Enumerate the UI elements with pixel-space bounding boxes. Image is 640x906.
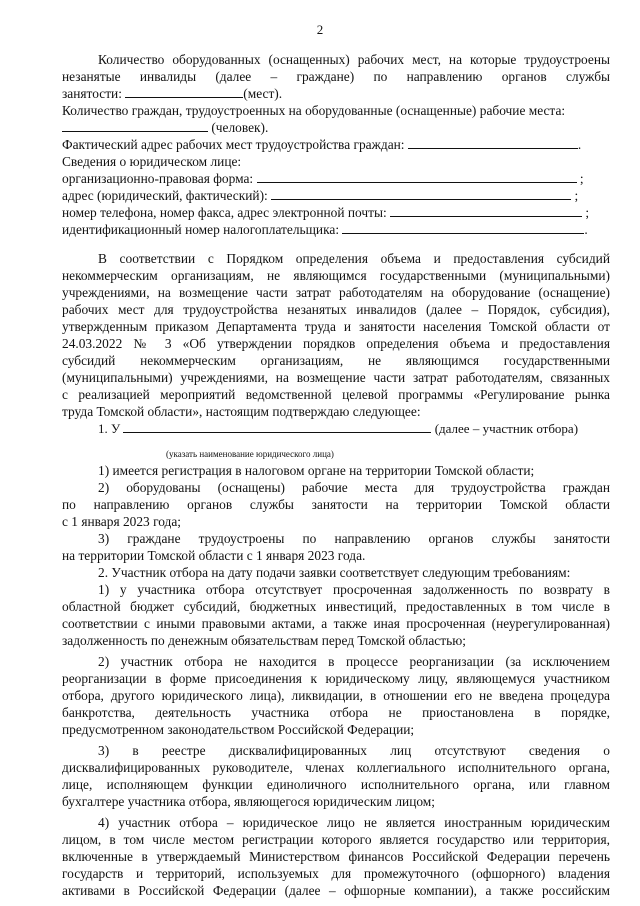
text-line: организационно-правовая форма: ;	[62, 171, 584, 186]
text-line: 2) оборудованы (оснащены) рабочие места для трудоустройства граждан	[98, 480, 610, 495]
text-line: Количество граждан, трудоустроенных на оборудованные (оснащенные) рабочие места:	[62, 103, 566, 118]
text-line: областной бюджет субсидий, бюджетных инвестиций, предоставленных в том числе в	[62, 599, 610, 614]
text-line: номер телефона, номер факса, адрес электронной почты: ;	[62, 205, 590, 220]
text-line: 3) в реестре дисквалифицированных лиц отсутствуют сведения о	[98, 743, 610, 758]
text-line: банкротства, деятельность участника отбора не приостановлена в порядке,	[62, 705, 610, 720]
text-line: Количество оборудованных (оснащенных) рабочих мест, на которые трудоустроены	[98, 52, 610, 67]
text-line: на территории Томской области с 1 января 2023 года.	[62, 548, 366, 563]
blank-field[interactable]	[257, 171, 577, 183]
blank-field[interactable]	[342, 222, 584, 234]
text-line: В соответствии с Порядком определения объема и предоставления субсидий	[98, 251, 610, 266]
text-line: с реализацией мероприятий ведомственной целевой программы «Регулирование рынка	[62, 387, 610, 402]
text-line: (человек).	[62, 119, 610, 136]
text-line: по направлению органов службы занятости на территории Томской области	[62, 497, 610, 512]
text-line: 1) имеется регистрация в налоговом органе на территории Томской области;	[98, 463, 535, 478]
text-line: государств и территорий, используемых для промежуточного (офшорного) владения	[62, 866, 610, 881]
text-line: Сведения о юридическом лице:	[62, 154, 242, 169]
text-line: адрес (юридический, фактический): ;	[62, 188, 579, 203]
text-line: с 1 января 2023 года;	[62, 514, 182, 529]
text-line: 2. Участник отбора на дату подачи заявки соответствует следующим требованиям:	[98, 565, 571, 580]
field-caption: (указать наименование юридического лица)	[166, 449, 334, 459]
participant-name-field[interactable]	[123, 421, 431, 433]
text-line: отбора, другого юридического лица), ликвидации, в отношении его не введена процедура	[62, 688, 610, 703]
text-line: идентификационный номер налогоплательщика: .	[62, 222, 588, 237]
text-line: дисквалифицированных руководителе, членах коллегиального исполнительного органа,	[62, 760, 610, 775]
text-line: субсидий некоммерческим организациям, не являющимся государственными	[62, 353, 610, 368]
text-line: реорганизации в форме присоединения к юридическому лицу, являющемуся участником	[62, 671, 610, 686]
text-line: 4) участник отбора – юридическое лицо не является иностранным юридическим	[98, 815, 610, 830]
text-line: труда Томской области», настоящим подтверждаю следующее:	[62, 404, 421, 419]
text-line: 3) граждане трудоустроены по направлению органов службы занятости	[98, 531, 610, 546]
text-line: рабочих мест для трудоустройства незанятых инвалидов (далее – Порядок, субсидия),	[62, 302, 610, 317]
text-line: соответствии с иными правовыми актами, а также иная просроченная (неурегулированная)	[62, 616, 610, 631]
text-line: задолженность по денежным обязательствам перед Томской областью;	[62, 633, 466, 648]
text-line: 2) участник отбора не находится в процессе реорганизации (за исключением	[98, 654, 610, 669]
text-line: незанятые инвалиды (далее – граждане) по направлению органов службы	[62, 69, 610, 84]
text-line: бухгалтере участника отбора, являющегося юридическим лицом;	[62, 794, 436, 809]
text-line: некоммерческим организациям, не являющимся государственными (муниципальными)	[62, 268, 610, 283]
blank-field[interactable]	[62, 120, 208, 132]
blank-field[interactable]	[271, 188, 571, 200]
text-line: предусмотренном законодательством Российской Федерации;	[62, 722, 415, 737]
text-line: 1. У (далее – участник отбора)	[98, 421, 579, 436]
text-line: учреждениями, на возмещение части затрат работодателям на оборудование (оснащение)	[62, 285, 610, 300]
text-line: утвержденным приказом Департамента труда и занятости населения Томской области от	[62, 319, 610, 334]
text-line: включенные в утверждаемый Министерством финансов Российской Федерации перечень	[62, 849, 610, 864]
page-number: 2	[316, 22, 324, 37]
text-line: Фактический адрес рабочих мест трудоустройства граждан: .	[62, 137, 582, 152]
text-line: (муниципальными) учреждениями, на возмещение части затрат работодателям, связанных	[62, 370, 610, 385]
blank-field[interactable]	[408, 137, 578, 149]
text-line: лицом, в том числе местом регистрации которого является государство или территория,	[62, 832, 610, 847]
text-line: 1) у участника отбора отсутствует просроченная задолженность по возврату в	[98, 582, 610, 597]
blank-field[interactable]	[125, 86, 243, 98]
text-line: активами в Российской Федерации (далее – офшорные компании), а также российским	[62, 883, 610, 898]
text-line: занятости: (мест).	[62, 86, 283, 101]
text-line: 24.03.2022 № 3 «Об утверждении порядков определения объема и предоставления	[62, 336, 610, 351]
blank-field[interactable]	[390, 205, 582, 217]
text-line: лице, исполняющем функции единоличного исполнительного органа, или главном	[62, 777, 610, 792]
